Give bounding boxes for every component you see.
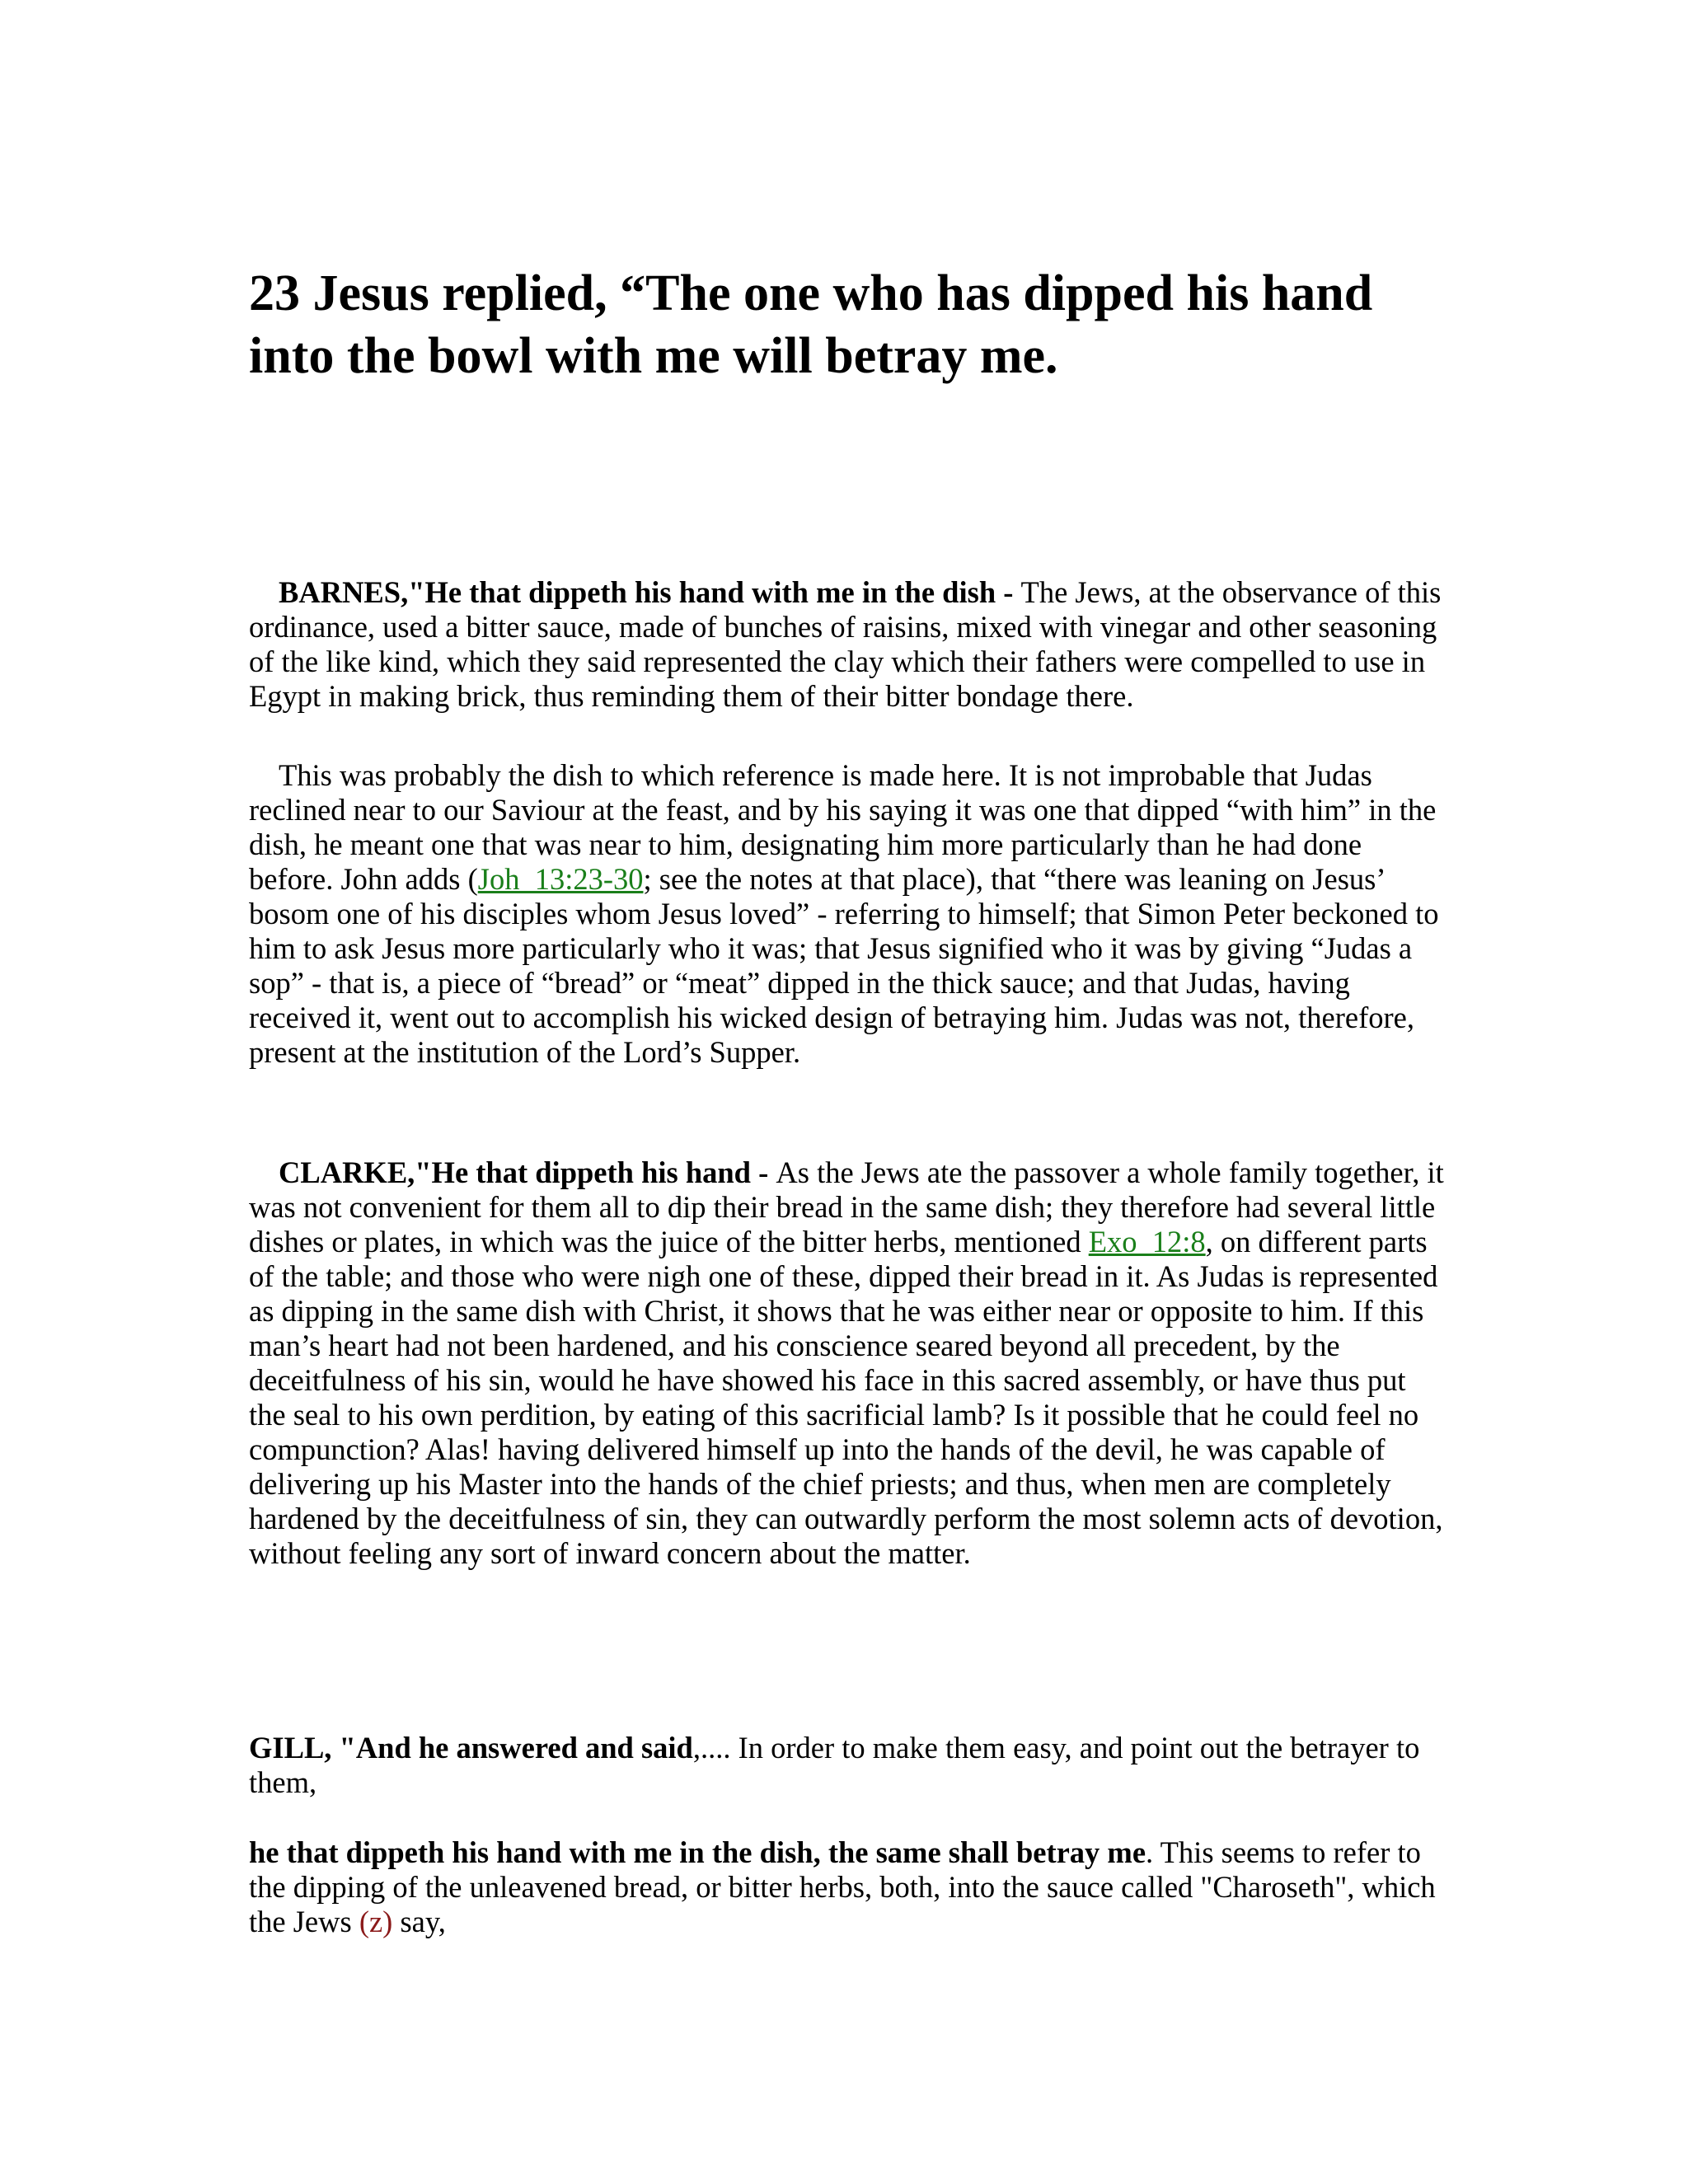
gill-text-2a: . This seems to refer to the dipping of the unleavened bread, or bitter herbs, both, into the sauce called "Charoseth", which the Jews bbox=[249, 1835, 1436, 1938]
gill-lead-2: he that dippeth his hand with me in the dish, the same shall betray me bbox=[249, 1835, 1146, 1869]
scripture-link-joh[interactable]: Joh_13:23-30 bbox=[477, 862, 644, 896]
barnes-text-2a: This was probably the dish to which reference is made here. It is not improbable that Judas reclined near to our Saviour at the feast, and by his saying it was one that dipped “with him” in the dish, he meant one that was near to him, designating him more particularly than he had done before. John adds ( bbox=[249, 758, 1437, 896]
clarke-text-b: , on different parts of the table; and those who were nigh one of these, dipped their bread in it. As Judas is represented as dipping in the same dish with Christ, it shows that he was either near or opposite to him. If this man’s heart had not been hardened, and his conscience seared beyond all precedent, by the deceitfulness of his sin, would he have showed his face in this sacred assembly, or have thus put the seal to his own perdition, by eating of this sacrificial lamb? Is it possible that he could feel no compunction? Alas! having delivered himself up into the hands of the devil, he was capable of delivering up his Master into the hands of the chief priests; and thus, when men are completely hardened by the deceitfulness of sin, they can outwardly perform the most solemn acts of devotion, without feeling any sort of inward concern about the matter. bbox=[249, 1225, 1443, 1570]
barnes-text-2b: ; see the notes at that place), that “there was leaning on Jesus’ bosom one of his disciples whom Jesus loved” - referring to himself; that Simon Peter beckoned to him to ask Jesus more particularly who it was; that Jesus signified who it was by giving “Judas a sop” - that is, a piece of “bread” or “meat” dipped in the thick sauce; and that Judas, having received it, went out to accomplish his wicked design of betraying him. Judas was not, therefore, present at the institution of the Lord’s Supper. bbox=[249, 862, 1439, 1069]
gill-lead-1: GILL, "And he answered and said bbox=[249, 1731, 693, 1765]
page-title: 23 Jesus replied, “The one who has dipped his hand into the bowl with me will betray me. bbox=[249, 265, 1373, 384]
scripture-link-exo[interactable]: Exo_12:8 bbox=[1088, 1225, 1206, 1258]
barnes-lead: BARNES,"He that dippeth his hand with me in the dish - bbox=[279, 575, 1021, 609]
clarke-text-a: As the Jews ate the passover a whole family together, it was not convenient for them all to dip their bread in the same dish; they therefore had several little dishes or plates, in which was the juice of the bitter herbs, mentioned bbox=[249, 1155, 1444, 1258]
gill-text-1: ,.... In order to make them easy, and point out the betrayer to them, bbox=[249, 1731, 1420, 1799]
gill-text-2b: say, bbox=[392, 1905, 446, 1938]
footnote-marker[interactable]: (z) bbox=[359, 1905, 393, 1938]
gill-paragraph-1 bbox=[249, 1731, 1444, 1800]
barnes-text-1: The Jews, at the observance of this ordinance, used a bitter sauce, made of bunches of raisins, mixed with vinegar and other seasoning of the like kind, which they said represented the clay which their fathers were compelled to use in Egypt in making brick, thus reminding them of their bitter bondage there. bbox=[249, 575, 1442, 713]
clarke-paragraph bbox=[249, 1155, 1444, 1571]
gill-paragraph-2 bbox=[249, 1835, 1444, 1939]
barnes-paragraph-1 bbox=[249, 575, 1444, 714]
clarke-lead: CLARKE,"He that dippeth his hand - bbox=[279, 1155, 776, 1189]
barnes-paragraph-2 bbox=[249, 758, 1444, 1070]
